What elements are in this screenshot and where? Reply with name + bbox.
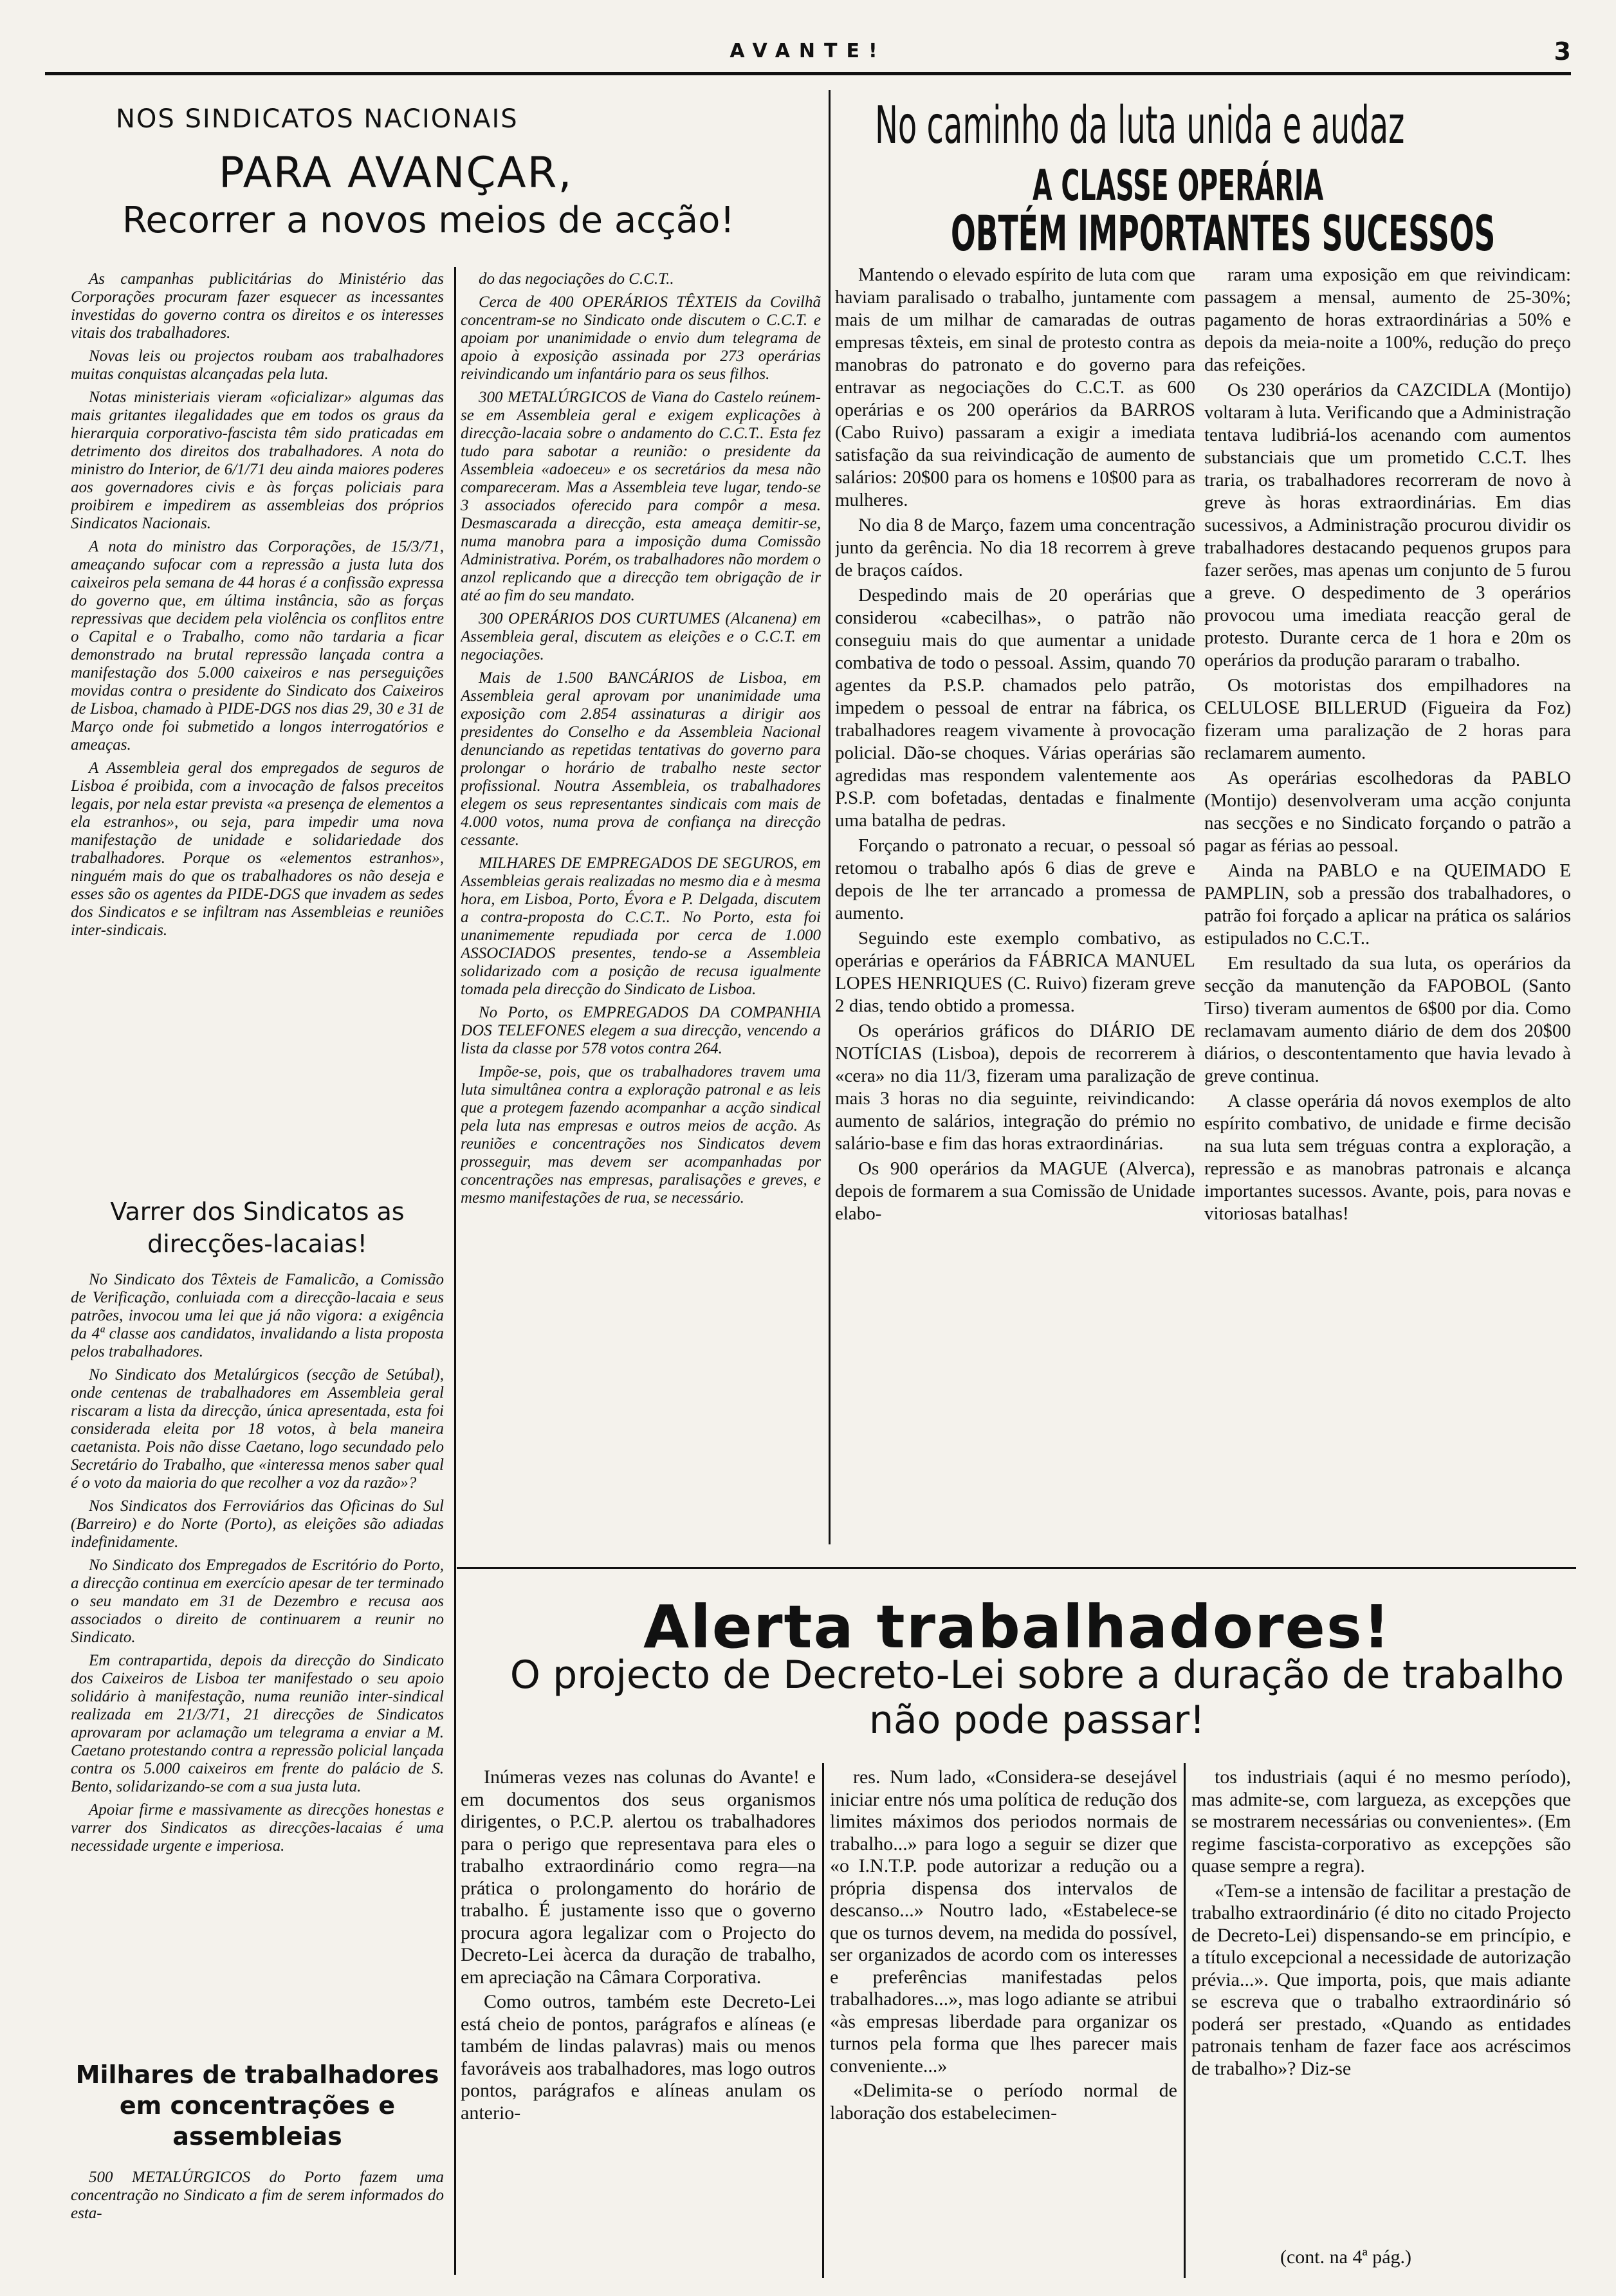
paragraph: No dia 8 de Março, fazem uma concentração junto da gerência. No dia 18 recorrem à greve de braços caídos.: [835, 515, 1195, 580]
paragraph: tos industriais (aqui é no mesmo período), mas admite-se, com largueza, as excepções que se mostrarem necessárias ou convenientes». (Em regime fascista-corporativo as excepções são quase sempre a regra).: [1191, 1766, 1571, 1876]
bottom-col1: [461, 1766, 816, 2275]
page-number: 3: [1554, 37, 1571, 66]
paragraph: No Porto, os EMPREGADOS DA COMPANHIA DOS TELEFONES elegem a sua direcção, vencendo a lista da classe por 578 votos contra 264.: [461, 1004, 821, 1057]
paragraph: Ainda na PABLO e na QUEIMADO E PAMPLIN, sob a pressão dos trabalhadores, o patrão foi forçado a aplicar na prática os salários estipulados no C.C.T..: [1204, 860, 1571, 949]
right-col2: [1204, 264, 1571, 1564]
paragraph: Inúmeras vezes nas colunas do Avante! e em documentos dos seus organismos dirigentes, o P.C.P. alertou os trabalhadores para o perigo que representava para eles o trabalho extraordinário como regra—na prática o prolongamento do horário de trabalho. É justamente isso que o governo procura agora legalizar com o Projecto do Decreto-Lei àcerca da duração de trabalho, em apreciação na Câmara Corporativa.: [461, 1766, 816, 1988]
paragraph: raram uma exposição em que reivindicam: passagem a mensal, aumento de 25-30%; pagamento de horas extraordinárias a 50% e depois da meia-noite a 100%, redução do preço das refeições.: [1204, 264, 1571, 375]
left-subheadline: Recorrer a novos meios de acção!: [122, 199, 735, 241]
paragraph: As campanhas publicitárias do Ministério das Corporações procuram fazer esquecer as incessantes investidas do governo contra os direitos e os interesses vitais dos trabalhadores.: [71, 270, 444, 342]
milhares-section: [71, 2169, 444, 2272]
paragraph: Mais de 1.500 BANCÁRIOS de Lisboa, em Assembleia geral aprovam por unanimidade uma exposição com 2.854 assinaturas a dirigir aos presidentes do Conselho e da Assembleia Nacional denunciando as repetidas tentativas do governo para prolongar o horário de trabalho neste sector profissional. Noutra Assembleia, os trabalhadores elegem os seus representantes sindicais com mais de 4.000 votos, numa prova de confiança na direcção cessante.: [461, 669, 821, 849]
column-divider-bottom-2: [1184, 1763, 1186, 2278]
column-divider-bottom-1: [822, 1763, 824, 2278]
continuation-note: (cont. na 4ª pág.): [1280, 2246, 1412, 2268]
left-kicker: NOS SINDICATOS NACIONAIS: [116, 104, 519, 134]
right-subheadline-1: A CLASSE OPERÁRIA: [1033, 161, 1324, 210]
paragraph: Despedindo mais de 20 operárias que considerou «cabecilhas», o patrão não conseguiu mais do que aumentar a unidade combativa de todo o pessoal. Assim, quando 70 agentes da P.S.P. chamados pelo patrão, impedem o pessoal de entrar na fábrica, os trabalhadores reagem vivamente à provocação policial. Dão-se choques. Várias operárias são agredidas mas respondem valentemente aos P.S.P. com bofetadas, dentadas e finalmente uma batalha de pedras.: [835, 585, 1195, 831]
paragraph: Forçando o patronato a recuar, o pessoal só retomou o trabalho após 6 dias de greve e depois de lhe ter arrancado a promessa de aumento.: [835, 835, 1195, 923]
varrer-heading: Varrer dos Sindicatos as direcções-lacaias!: [110, 1198, 405, 1258]
masthead-rule: [45, 72, 1571, 75]
paragraph: Em resultado da sua luta, os operários da secção da manutenção da FAPOBOL (Santo Tirso) tiveram aumentos de 6$00 por dia. Como reclamavam aumento diário de dem dos 20$00 diários, o descontentamento que havia levado à greve continua.: [1204, 953, 1571, 1086]
paragraph: Os 900 operários da MAGUE (Alverca), depois de formarem a sua Comissão de Unidade elabo-: [835, 1158, 1195, 1224]
paragraph: No Sindicato dos Têxteis de Famalicão, a Comissão de Verificação, conluiada com a direcção-lacaia e seus patrões, invocou uma lei que já não vigora: a exigência da 4ª classe aos candidatos, invalidando a lista proposta pelos trabalhadores.: [71, 1271, 444, 1360]
paragraph: res. Num lado, «Considera-se desejável iniciar entre nós uma política de redução dos limites máximos dos periodos normais de trabalho...» para logo a seguir se dizer que «o I.N.T.P. pode autorizar a redução ou a própria dispensa dos intervalos de descanso...» Noutro lado, «Estabelece-se que os turnos devem, na medida do possível, ser organizados de acordo com os interesses e preferências manifestadas pelos trabalhadores...», mas logo adiante se atribui «às empresas liberdade para organizar os turnos pela forma que lhes parecer mais conveniente...»: [830, 1766, 1177, 2077]
paragraph: Impõe-se, pois, que os trabalhadores travem uma luta simultânea contra a exploração patronal e as leis que a protegem fazendo acompanhar a acção sindical pela luta nas empresas e outros meios de acção. As reuniões e concentrações nos Sindicatos devem prosseguir, mas devem ser acompanhadas por concentrações nas empresas, paralisações e greves, e mesmo manifestações de rua, se necessário.: [461, 1063, 821, 1207]
paragraph: Os operários gráficos do DIÁRIO DE NOTÍCIAS (Lisboa), depois de recorrerem à «cera» no dia 11/3, fizeram uma paralização de mais 3 horas no dia seguinte, reivindicando: aumento de salários, integração do prémio no salário-base e fim das horas extraordinárias.: [835, 1021, 1195, 1154]
paragraph: Os 230 operários da CAZCIDLA (Montijo) voltaram à luta. Verificando que a Administração tentava ludibriá-los acenando com aumentos substanciais que um prometido C.C.T. lhes traria, os trabalhadores recorreram de novo à greve às horas extraordinárias. Em dias sucessivos, a Administração procurou dividir os trabalhadores destacando pequenos grupos para fazer serões, mas apenas um conjunto de 5 furou a greve. O despedimento de 3 operários provocou uma imediata reacção geral de protesto. Durante cerca de 1 hora e 20m os operários da produção pararam o trabalho.: [1204, 380, 1571, 671]
bottom-col3: [1191, 1766, 1571, 2243]
paragraph: Seguindo este exemplo combativo, as operárias e operários da FÁBRICA MANUEL LOPES HENRIQUES (C. Ruivo) fizeram greve 2 dias, tendo obtido a promessa.: [835, 928, 1195, 1016]
bottom-headline: Alerta trabalhadores!: [643, 1593, 1391, 1662]
left-col2: [461, 270, 821, 1557]
paragraph: As operárias escolhedoras da PABLO (Montijo) desenvolveram uma acção conjunta nas secções e no Sindicato forçando o patrão a pagar as férias ao pessoal.: [1204, 768, 1571, 856]
paragraph: «Delimita-se o período normal de laboração dos estabelecimen-: [830, 2080, 1177, 2124]
bottom-subheadline: O projecto de Decreto-Lei sobre a duração de trabalho não pode passar!: [510, 1653, 1565, 1743]
paragraph: A classe operária dá novos exemplos de alto espírito combativo, de unidade e firme decisão na sua luta sem tréguas contra a exploração, a repressão e as manobras patronais e alcança importantes sucessos. Avante, pois, para novas e vitoriosas batalhas!: [1204, 1091, 1571, 1224]
paragraph: MILHARES DE EMPREGADOS DE SEGUROS, em Assembleias gerais realizadas no mesmo dia e à mesma hora, em Lisboa, Porto, Évora e P. Delgada, discutem a contra-proposta do C.C.T.. No Porto, esta foi unanimemente repudiada por cerca de 1.000 ASSOCIADOS presentes, tendo-se a Assembleia solidarizado com a posição de recusa igualmente tomada pela direcção do Sindicato de Lisboa.: [461, 855, 821, 998]
right-headline: No caminho da luta unida e audaz: [875, 95, 1405, 155]
paragraph: do das negociações do C.C.T..: [479, 270, 674, 288]
paragraph: Apoiar firme e massivamente as direcções honestas e varrer dos Sindicatos as direcções-lacaias é uma necessidade urgente e imperiosa.: [71, 1801, 444, 1855]
left-col1-intro: [71, 270, 444, 1184]
paragraph: Mantendo o elevado espírito de luta com que haviam paralisado o trabalho, juntamente com mais de um milhar de camaradas de outras empresas têxteis, em sinal de protesto contra as manobras do patronato e do governo para entravar as negociações do C.C.T. as 600 operárias e os 200 operários da BARROS (Cabo Ruivo) passaram a exigir a imediata satisfação da sua reivindicação de aumento de salários: 20$00 para os homens e 10$00 para as mulheres.: [835, 264, 1195, 510]
varrer-section: [71, 1271, 444, 2027]
masthead: AVANTE!: [730, 40, 886, 62]
paragraph: 300 METALÚRGICOS de Viana do Castelo reúnem-se em Assembleia geral e exigem explicações à direcção-lacaia sobre o andamento do C.C.T.. Esta fez tudo para sabotar a reunião: o presidente da Assembleia «adoeceu» e os secretários da mesa não compareceram. Mas a Assembleia teve lugar, tendo-se 3 associados oferecido para compôr a mesa. Desmascarada a direcção, esta ameaça demitir-se, numa manobra para a imposição duma Comissão Administrativa. Porém, os trabalhadores não mordem o anzol replicando que a direcção tem obrigação de ir até ao fim do seu mandato.: [461, 389, 821, 604]
column-divider-left: [454, 267, 456, 2275]
paragraph: Notas ministeriais vieram «oficializar» algumas das mais gritantes ilegalidades que em todos os graus da hierarquia corporativo-fascista têm sido praticadas em detrimento dos direitos dos trabalhadores. A nota do ministro do Interior, de 6/1/71 deu ainda maiores poderes aos governadores civis e às forças policiais para proibirem e impedirem as assembleias dos próprios Sindicatos Nacionais.: [71, 389, 444, 532]
paragraph: Em contrapartida, depois da direcção do Sindicato dos Caixeiros de Lisboa ter manifestado o seu apoio solidário à manifestação, numa reunião inter-sindical realizada em 21/3/71, 21 direcções de Sindicatos aprovaram por aclamação um telegrama a enviar a M. Caetano protestando contra a repressão policial lançada contra os 5.000 caixeiros em frente do palácio de S. Bento, solidarizando-se com a sua justa luta.: [71, 1652, 444, 1795]
paragraph: 500 METALÚRGICOS do Porto fazem uma concentração no Sindicato a fim de serem informados do esta-: [71, 2169, 444, 2222]
paragraph: Cerca de 400 OPERÁRIOS TÊXTEIS da Covilhã concentram-se no Sindicato onde discutem o C.C.T. e apoiam por unanimidade o envio dum telegrama de apoio à exposição assinada por 273 operárias reivindicando um infantário para os seus filhos.: [461, 293, 821, 383]
paragraph: Como outros, também este Decreto-Lei está cheio de pontos, parágrafos e alíneas (e também de lindas palavras) mais ou menos favoráveis aos trabalhadores, mas logo outros pontos, parágrafos e alíneas anulam os anterio-: [461, 1991, 816, 2124]
paragraph: A Assembleia geral dos empregados de seguros de Lisboa é proibida, com a invocação de falsos preceitos legais, por nela estar prevista «a presença de elementos a ela estranhos», ou seja, para impedir uma nova manifestação de unidade e solidariedade dos trabalhadores. Porque os «elementos estranhos», ninguém mais do que os trabalhadores os não deseja e esses são os agentes da PIDE-DGS que invadem as sedes dos Sindicatos e se infiltram nas Assembleias e reuniões inter-sindicais.: [71, 759, 444, 939]
paragraph: A nota do ministro das Corporações, de 15/3/71, ameaçando sufocar com a repressão a justa luta dos caixeiros pela semana de 44 horas é a confissão expressa do governo que, em última instância, são as forças repressivas que decidem pela violência os conflitos entre o Capital e o Trabalho, como não tardaria a ficar demonstrado na brutal repressão lançada contra a manifestação dos 5.000 caixeiros e nas perseguições movidas contra o presidente do Sindicato dos Caixeiros de Lisboa, chamado à PIDE-DGS nos dias 29, 30 e 31 de Março onde foi submetido a longos interrogatórios e ameaças.: [71, 538, 444, 754]
paragraph: No Sindicato dos Metalúrgicos (secção de Setúbal), onde centenas de trabalhadores em Assembleia geral riscaram a lista da direcção, única apresentada, esta foi considerada eleita por 18 votos, à bela maneira caetanista. Pois não disse Caetano, logo secundado pelo Secretário do Trabalho, que «interessa menos saber qual é o voto da maioria do que recolher a voz da razão»?: [71, 1366, 444, 1492]
paragraph: Os motoristas dos empilhadores na CELULOSE BILLERUD (Figueira da Foz) fizeram uma paralização de 2 horas para reclamarem aumento.: [1204, 675, 1571, 763]
section-divider: [457, 1567, 1576, 1569]
column-divider-center: [829, 90, 831, 1544]
milhares-heading: Milhares de trabalhadores em concentrações e assembleias: [75, 2060, 439, 2151]
right-col1: [835, 264, 1195, 1564]
left-headline: PARA AVANÇAR,: [219, 148, 573, 198]
bottom-col2: [830, 1766, 1177, 2275]
paragraph: No Sindicato dos Empregados de Escritório do Porto, a direcção continua em exercício apesar de ter terminado o seu mandato em 31 de Dezembro e recusa aos associados o direito de continuarem a reunir no Sindicato.: [71, 1557, 444, 1646]
paragraph: «Tem-se a intensão de facilitar a prestação de trabalho extraordinário (é dito no citado Projecto de Decreto-Lei) dispensando-se em princípio, e a título excepcional a necessidade de autorização prévia...». Que importa, pois, que mais adiante se escreva que o trabalho extraordinário só poderá ser prestado, «Quando as entidades patronais tenham de fazer face aos acréscimos de trabalho»? Diz-se: [1191, 1880, 1571, 2079]
paragraph: 300 OPERÁRIOS DOS CURTUMES (Alcanena) em Assembleia geral, discutem as eleições e o C.C.T. em negociações.: [461, 610, 821, 663]
paragraph: Nos Sindicatos dos Ferroviários das Oficinas do Sul (Barreiro) e do Norte (Porto), as eleições são adiadas indefinidamente.: [71, 1497, 444, 1551]
right-subheadline-2: OBTÉM IMPORTANTES SUCESSOS: [951, 205, 1496, 262]
paragraph: Novas leis ou projectos roubam aos trabalhadores muitas conquistas alcançadas pela luta.: [71, 347, 444, 383]
